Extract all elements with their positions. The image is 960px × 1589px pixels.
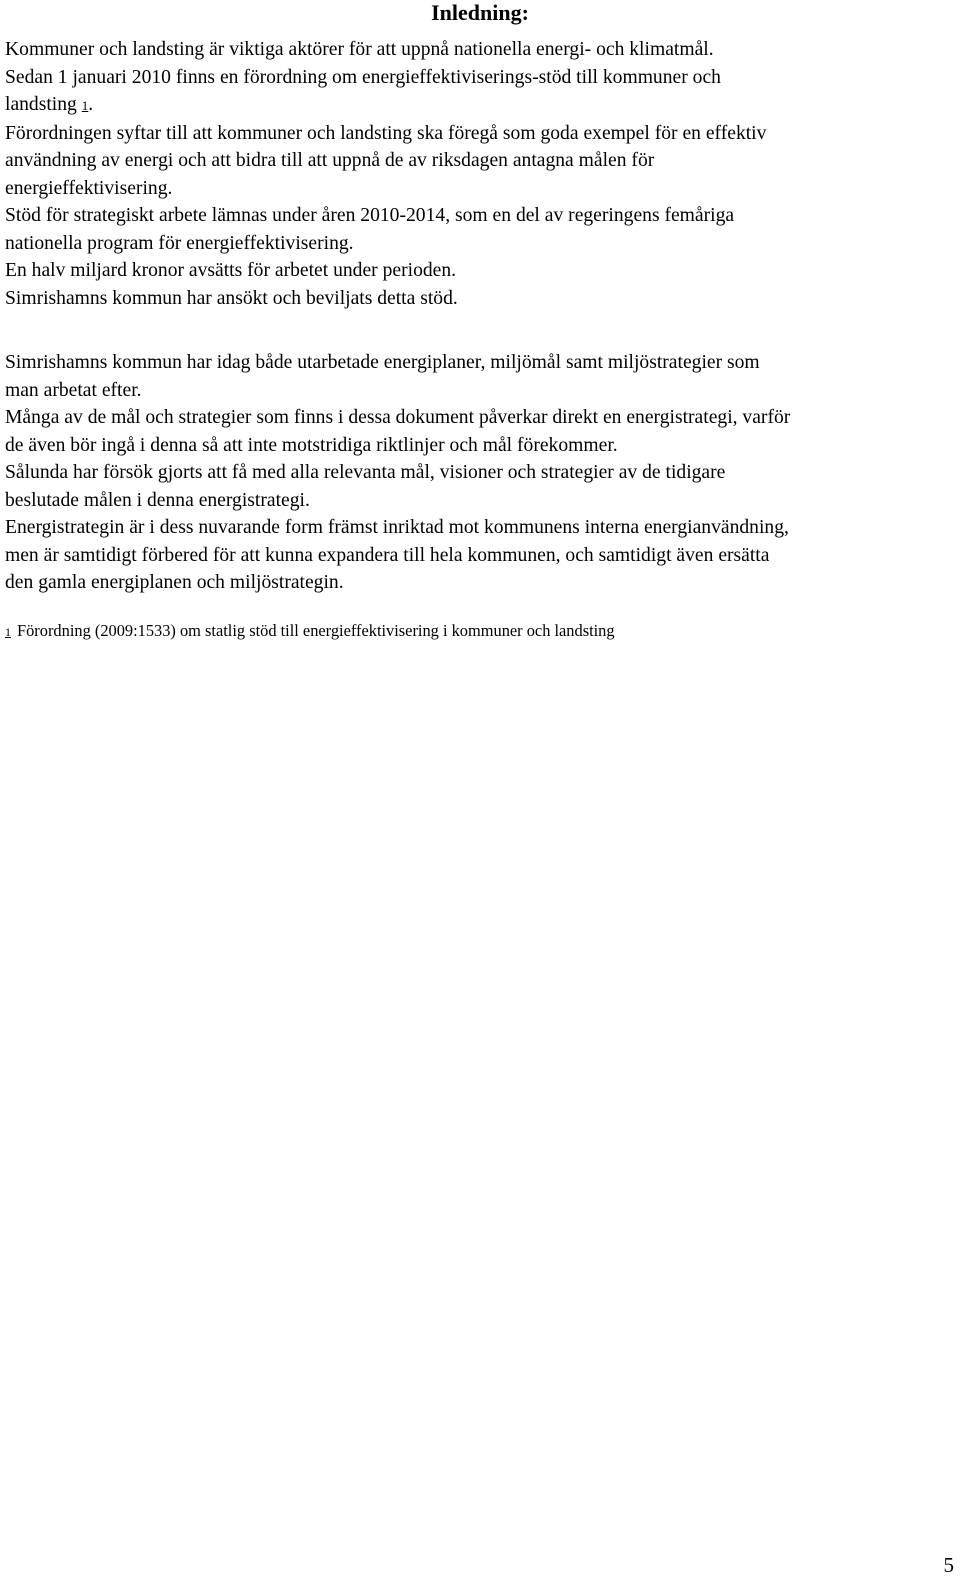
footnote-text: Förordning (2009:1533) om statlig stöd till energieffektivisering i kommuner och landsting [17, 621, 615, 640]
page-title: Inledning: [431, 0, 529, 25]
footnote-reference-link[interactable]: 1 [81, 98, 89, 113]
footnote-marker: 1 [5, 625, 11, 639]
text-line: användning av energi och att bidra till att uppnå de av riksdagen antagna målen för [5, 150, 655, 171]
text-line: den gamla energiplanen och miljöstrategin. [5, 572, 344, 593]
text-line: Sålunda har försök gjorts att få med alla relevanta mål, visioner och strategier av de tidigare [5, 462, 726, 483]
text-line-with-footnote-ref [5, 91, 955, 120]
text-line: nationella program för energieffektivisering. [5, 232, 354, 254]
text-line: Förordningen syftar till att kommuner och landsting ska föregå som goda exempel för en effektiv [5, 122, 767, 144]
text-line: Stöd för strategiskt arbete lämnas under åren 2010-2014, som en del av regeringens femåriga [5, 205, 735, 226]
text-line: En halv miljard kronor avsätts för arbetet under perioden. [5, 260, 457, 281]
text-segment: . [88, 94, 94, 115]
text-line: men är samtidigt förbered för att kunna expandera till hela kommunen, och samtidigt även ersätta [5, 544, 770, 566]
text-line: de även bör ingå i denna så att inte motstridiga riktlinjer och mål förekommer. [5, 434, 618, 456]
text-line: Kommuner och landsting är viktiga aktörer för att uppnå nationella energi- och klimatmål. [5, 39, 714, 60]
text-line: Sedan 1 januari 2010 finns en förordning om energieffektiviserings-stöd till kommuner och [5, 66, 721, 88]
page-number: 5 [943, 1553, 954, 1577]
text-line: beslutade målen i denna energistrategi. [5, 489, 310, 511]
text-line: man arbetat efter. [5, 379, 142, 401]
text-line: Många av de mål och strategier som finns i dessa dokument påverkar direkt en energistrategi, varför [5, 407, 791, 428]
text-line: Energistrategin är i dess nuvarande form främst inriktad mot kommunens interna energianvändning, [5, 517, 789, 538]
text-segment: landsting [5, 94, 82, 115]
text-line: Simrishamns kommun har idag både utarbetade energiplaner, miljömål samt miljöstrategier som [5, 352, 760, 373]
text-line: Simrishamns kommun har ansökt och beviljats detta stöd. [5, 287, 458, 309]
strategy-paragraph [5, 349, 955, 597]
footnote [5, 620, 955, 643]
intro-paragraph [5, 36, 955, 312]
text-line: energieffektivisering. [5, 177, 173, 199]
